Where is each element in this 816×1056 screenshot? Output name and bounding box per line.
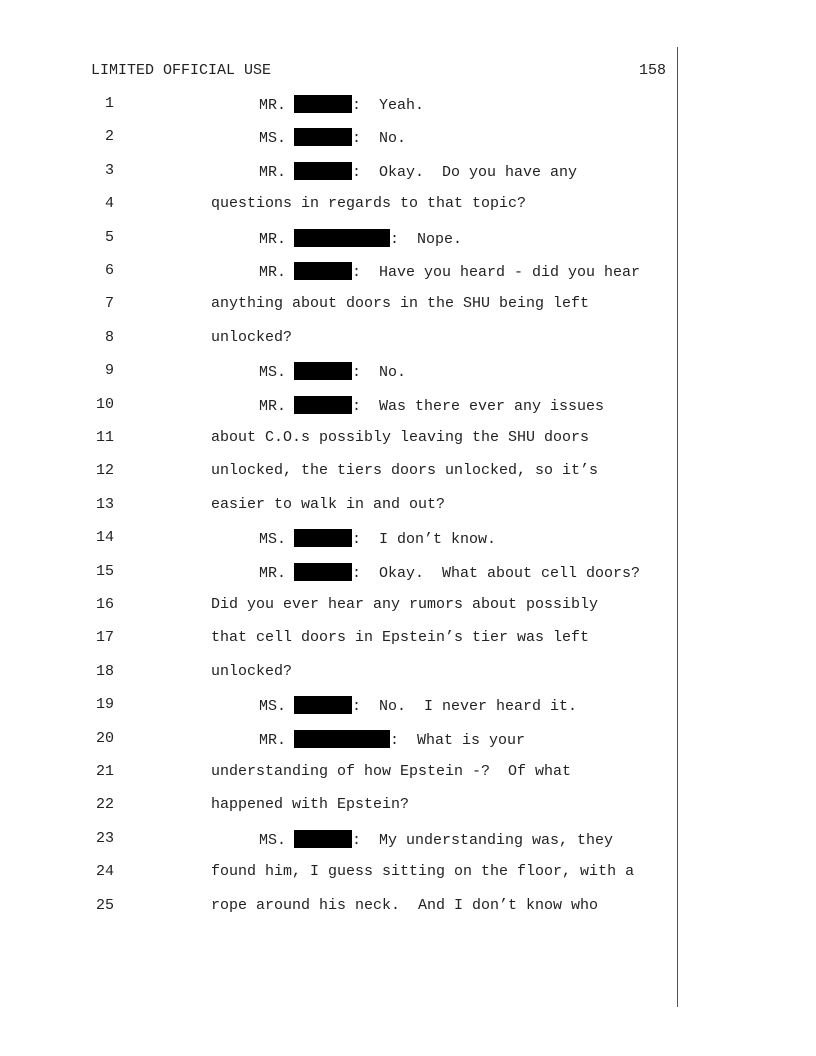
redaction-box xyxy=(294,95,352,113)
redaction-box xyxy=(294,362,352,380)
continuation-line xyxy=(211,496,445,513)
transcript-line xyxy=(0,830,676,852)
continuation-line xyxy=(211,663,292,680)
line-text: understanding of how Epstein -? Of what xyxy=(211,763,572,780)
line-number: 16 xyxy=(95,596,114,613)
speaker-line xyxy=(259,95,424,114)
speaker-prefix: MS. xyxy=(259,831,287,849)
line-text: rope around his neck. And I don’t know who xyxy=(211,896,599,914)
redaction-box xyxy=(294,529,352,547)
speaker-prefix: MR. xyxy=(259,564,287,582)
line-number: 2 xyxy=(104,128,114,146)
speaker-prefix: MR. xyxy=(259,163,287,181)
transcript-line xyxy=(0,95,676,117)
continuation-line xyxy=(211,295,589,312)
line-number: 8 xyxy=(104,328,114,346)
line-number: 15 xyxy=(95,562,114,580)
speaker-line xyxy=(259,730,525,749)
transcript-line xyxy=(0,462,676,484)
transcript-line xyxy=(0,663,676,685)
transcript-line xyxy=(0,863,676,885)
transcript-line xyxy=(0,429,676,451)
line-text: that cell doors in Epstein’s tier was left xyxy=(211,629,590,647)
line-text: about C.O.s possibly leaving the SHU doors xyxy=(211,429,590,446)
transcript-line xyxy=(0,496,676,518)
line-text: : My understanding was, they xyxy=(352,831,614,849)
line-number: 9 xyxy=(104,362,114,380)
transcript-line xyxy=(0,763,676,785)
line-text: easier to walk in and out? xyxy=(211,495,446,513)
line-number: 1 xyxy=(104,95,114,112)
speaker-line xyxy=(259,229,462,248)
redaction-box xyxy=(294,730,390,748)
speaker-line xyxy=(259,529,496,548)
continuation-line xyxy=(211,429,589,446)
speaker-line xyxy=(259,396,604,415)
line-number: 21 xyxy=(95,763,114,780)
line-number: 10 xyxy=(95,395,114,413)
speaker-line xyxy=(259,128,406,147)
line-number: 20 xyxy=(95,729,114,747)
line-number: 13 xyxy=(95,495,114,513)
line-text: unlocked? xyxy=(211,328,293,346)
line-text: unlocked? xyxy=(211,662,293,680)
line-text: : No. xyxy=(352,364,407,382)
line-text: : Okay. What about cell doors? xyxy=(352,564,641,582)
continuation-line xyxy=(211,195,526,212)
redaction-box xyxy=(294,830,352,848)
speaker-prefix: MS. xyxy=(259,698,287,716)
continuation-line xyxy=(211,763,571,780)
speaker-prefix: MR. xyxy=(259,230,287,248)
transcript-line xyxy=(0,162,676,184)
transcript-line xyxy=(0,195,676,217)
line-number: 12 xyxy=(95,462,114,480)
speaker-line xyxy=(259,262,640,281)
speaker-prefix: MR. xyxy=(259,97,287,114)
speaker-line xyxy=(259,563,640,582)
redaction-box xyxy=(294,229,390,247)
line-number: 5 xyxy=(104,228,114,246)
line-text: : Have you heard - did you hear xyxy=(352,264,641,281)
speaker-prefix: MR. xyxy=(259,264,287,281)
continuation-line xyxy=(211,897,598,914)
transcript-line xyxy=(0,596,676,618)
line-text: : What is your xyxy=(390,731,526,749)
line-text: : Yeah. xyxy=(352,97,425,114)
line-text: : Nope. xyxy=(390,230,463,248)
line-text: : Okay. Do you have any xyxy=(352,163,578,181)
redaction-box xyxy=(294,262,352,280)
transcript-line xyxy=(0,262,676,284)
line-number: 4 xyxy=(104,195,114,213)
transcript-line xyxy=(0,362,676,384)
continuation-line xyxy=(211,863,634,880)
redaction-box xyxy=(294,696,352,714)
line-number: 3 xyxy=(104,161,114,179)
line-text: : I don’t know. xyxy=(352,531,497,549)
line-text: found him, I guess sitting on the floor, with a xyxy=(211,863,635,881)
transcript-line xyxy=(0,629,676,651)
speaker-line xyxy=(259,362,406,381)
transcript-line xyxy=(0,128,676,150)
redaction-box xyxy=(294,396,352,414)
line-number: 7 xyxy=(104,295,114,313)
speaker-prefix: MR. xyxy=(259,731,287,749)
continuation-line xyxy=(211,796,409,813)
line-text: happened with Epstein? xyxy=(211,796,410,814)
line-text: : Was there ever any issues xyxy=(352,397,605,415)
transcript-line xyxy=(0,730,676,752)
line-text: : No. xyxy=(352,130,407,148)
speaker-line xyxy=(259,162,577,181)
redaction-box xyxy=(294,128,352,146)
line-number: 11 xyxy=(95,429,114,446)
continuation-line xyxy=(211,596,598,613)
page-number: 158 xyxy=(638,62,666,79)
line-number: 23 xyxy=(95,829,114,847)
line-text: Did you ever hear any rumors about possibly xyxy=(211,596,599,613)
transcript-line xyxy=(0,796,676,818)
line-number: 25 xyxy=(95,896,114,914)
page-right-rule xyxy=(677,47,678,1007)
continuation-line xyxy=(211,329,292,346)
line-number: 14 xyxy=(95,529,114,547)
transcript-line xyxy=(0,563,676,585)
transcript-line xyxy=(0,529,676,551)
line-text: questions in regards to that topic? xyxy=(211,195,527,213)
line-number: 22 xyxy=(95,796,114,814)
speaker-prefix: MS. xyxy=(259,364,287,382)
line-text: unlocked, the tiers doors unlocked, so it’s xyxy=(211,462,599,480)
continuation-line xyxy=(211,629,589,646)
transcript-line xyxy=(0,329,676,351)
line-text: : No. I never heard it. xyxy=(352,698,578,716)
transcript-line xyxy=(0,229,676,251)
continuation-line xyxy=(211,462,598,479)
classification-header: LIMITED OFFICIAL USE xyxy=(91,62,272,79)
speaker-line xyxy=(259,830,613,849)
line-number: 24 xyxy=(95,863,114,881)
line-number: 6 xyxy=(104,262,114,279)
speaker-line xyxy=(259,696,577,715)
speaker-prefix: MS. xyxy=(259,531,287,549)
transcript-line xyxy=(0,897,676,919)
line-number: 18 xyxy=(95,662,114,680)
transcript-line xyxy=(0,396,676,418)
line-number: 19 xyxy=(95,696,114,714)
line-text: anything about doors in the SHU being left xyxy=(211,295,590,313)
transcript-line xyxy=(0,696,676,718)
speaker-prefix: MS. xyxy=(259,130,287,148)
speaker-prefix: MR. xyxy=(259,397,287,415)
redaction-box xyxy=(294,162,352,180)
redaction-box xyxy=(294,563,352,581)
line-number: 17 xyxy=(95,629,114,647)
transcript-line xyxy=(0,295,676,317)
